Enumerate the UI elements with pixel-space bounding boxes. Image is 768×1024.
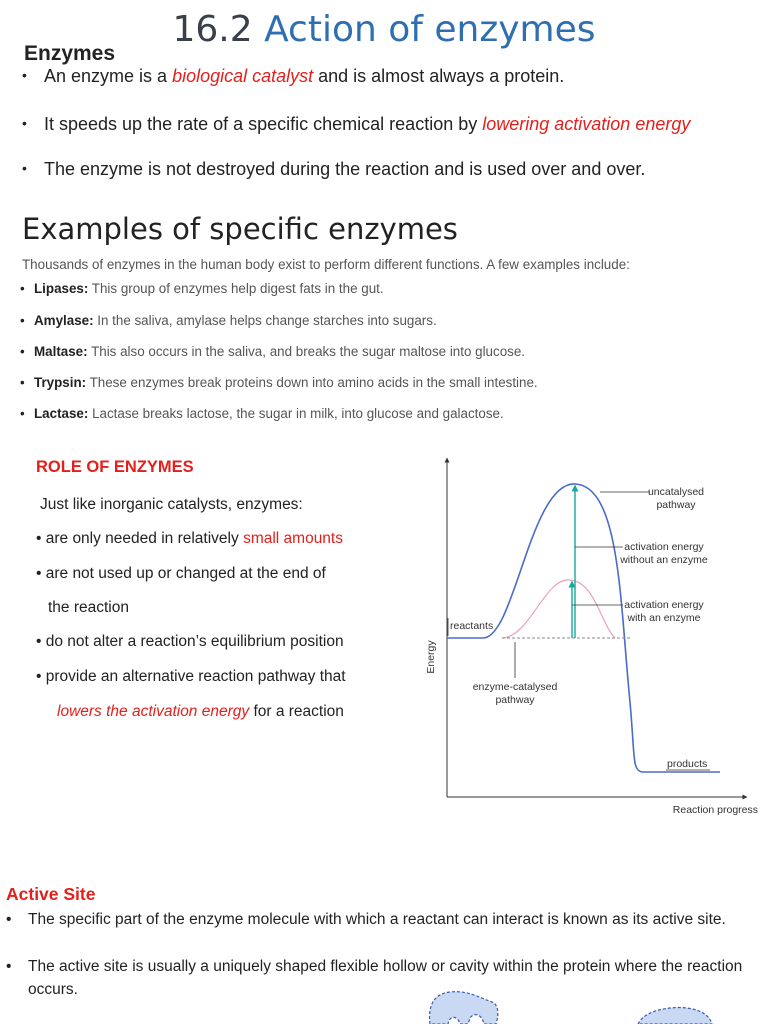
- highlight-lowers-activation-energy: lowers the activation energy: [57, 703, 250, 720]
- energy-profile-diagram: [420, 452, 765, 824]
- enzymes-bullet-2: • It speeds up the rate of a specific chemical reaction by lowering activation energy: [22, 114, 691, 134]
- label-activation-no-enzyme-2: without an enzyme: [620, 554, 708, 566]
- page-title: [0, 6, 768, 54]
- label-reactants: reactants: [450, 620, 494, 632]
- role-intro: Just like inorganic catalysts, enzymes:: [40, 496, 303, 513]
- active-site-bullet-1: • The specific part of the enzyme molecule with which a reactant can interact is known as its active site.: [6, 911, 726, 928]
- example-item-maltase: • Maltase: This also occurs in the saliva, and breaks the sugar maltose into glucose.: [20, 344, 526, 359]
- example-item-trypsin: • Trypsin: These enzymes break proteins down into amino acids in the small intestine.: [20, 375, 538, 390]
- example-item-amylase: • Amylase: In the saliva, amylase helps change starches into sugars.: [20, 313, 437, 328]
- role-line-3: the reaction: [48, 599, 129, 616]
- role-heading: ROLE OF ENZYMES: [36, 458, 194, 476]
- catalysed-pathway-curve: [502, 580, 615, 638]
- example-item-lactase: • Lactase: Lactase breaks lactose, the sugar in milk, into glucose and galactose.: [20, 406, 504, 421]
- x-axis-label: Reaction progress: [672, 804, 758, 816]
- example-item-lipases: • Lipases: This group of enzymes help digest fats in the gut.: [20, 281, 384, 296]
- label-products: products: [667, 758, 708, 770]
- y-axis-label: Energy: [425, 640, 437, 674]
- role-line-4: • do not alter a reaction’s equilibrium position: [36, 633, 344, 650]
- examples-intro: Thousands of enzymes in the human body exist to perform different functions. A few examples include:: [22, 257, 630, 272]
- enzyme-blob-left: [430, 992, 498, 1024]
- label-uncatalysed-1: uncatalysed: [647, 486, 705, 498]
- role-line-1: • are only needed in relatively small amounts: [36, 530, 343, 547]
- label-activation-with-enzyme-1: activation energy: [624, 599, 704, 611]
- active-site-bullet-2: • The active site is usually a uniquely shaped flexible hollow or cavity within the protein where the reaction occurs.: [6, 958, 743, 998]
- enzymes-heading: Enzymes: [24, 42, 116, 65]
- label-uncatalysed-2: pathway: [656, 499, 696, 511]
- highlight-small-amounts: small amounts: [243, 530, 343, 547]
- highlight-lowering-activation-energy: lowering activation energy: [482, 114, 691, 134]
- title-text: Action of enzymes: [264, 9, 596, 50]
- label-activation-with-enzyme-2: with an enzyme: [627, 612, 701, 624]
- role-line-6: lowers the activation energy for a reaction: [57, 703, 344, 720]
- active-site-heading: Active Site: [6, 884, 96, 904]
- enzyme-shape-illustration: [420, 988, 720, 1024]
- label-activation-no-enzyme-1: activation energy: [624, 541, 704, 553]
- enzymes-bullet-3: • The enzyme is not destroyed during the reaction and is used over and over.: [22, 159, 646, 179]
- role-line-5: • provide an alternative reaction pathway that: [36, 668, 346, 685]
- examples-heading: Examples of specific enzymes: [22, 212, 458, 246]
- label-enzyme-catalysed-1: enzyme-catalysed: [472, 681, 558, 693]
- highlight-biological-catalyst: biological catalyst: [172, 66, 314, 86]
- enzymes-bullet-1: • An enzyme is a biological catalyst and is almost always a protein.: [22, 66, 565, 86]
- role-line-2: • are not used up or changed at the end of: [36, 565, 326, 582]
- title-number: 16.2: [172, 9, 253, 50]
- enzyme-blob-right: [638, 1008, 712, 1024]
- label-enzyme-catalysed-2: pathway: [495, 694, 535, 706]
